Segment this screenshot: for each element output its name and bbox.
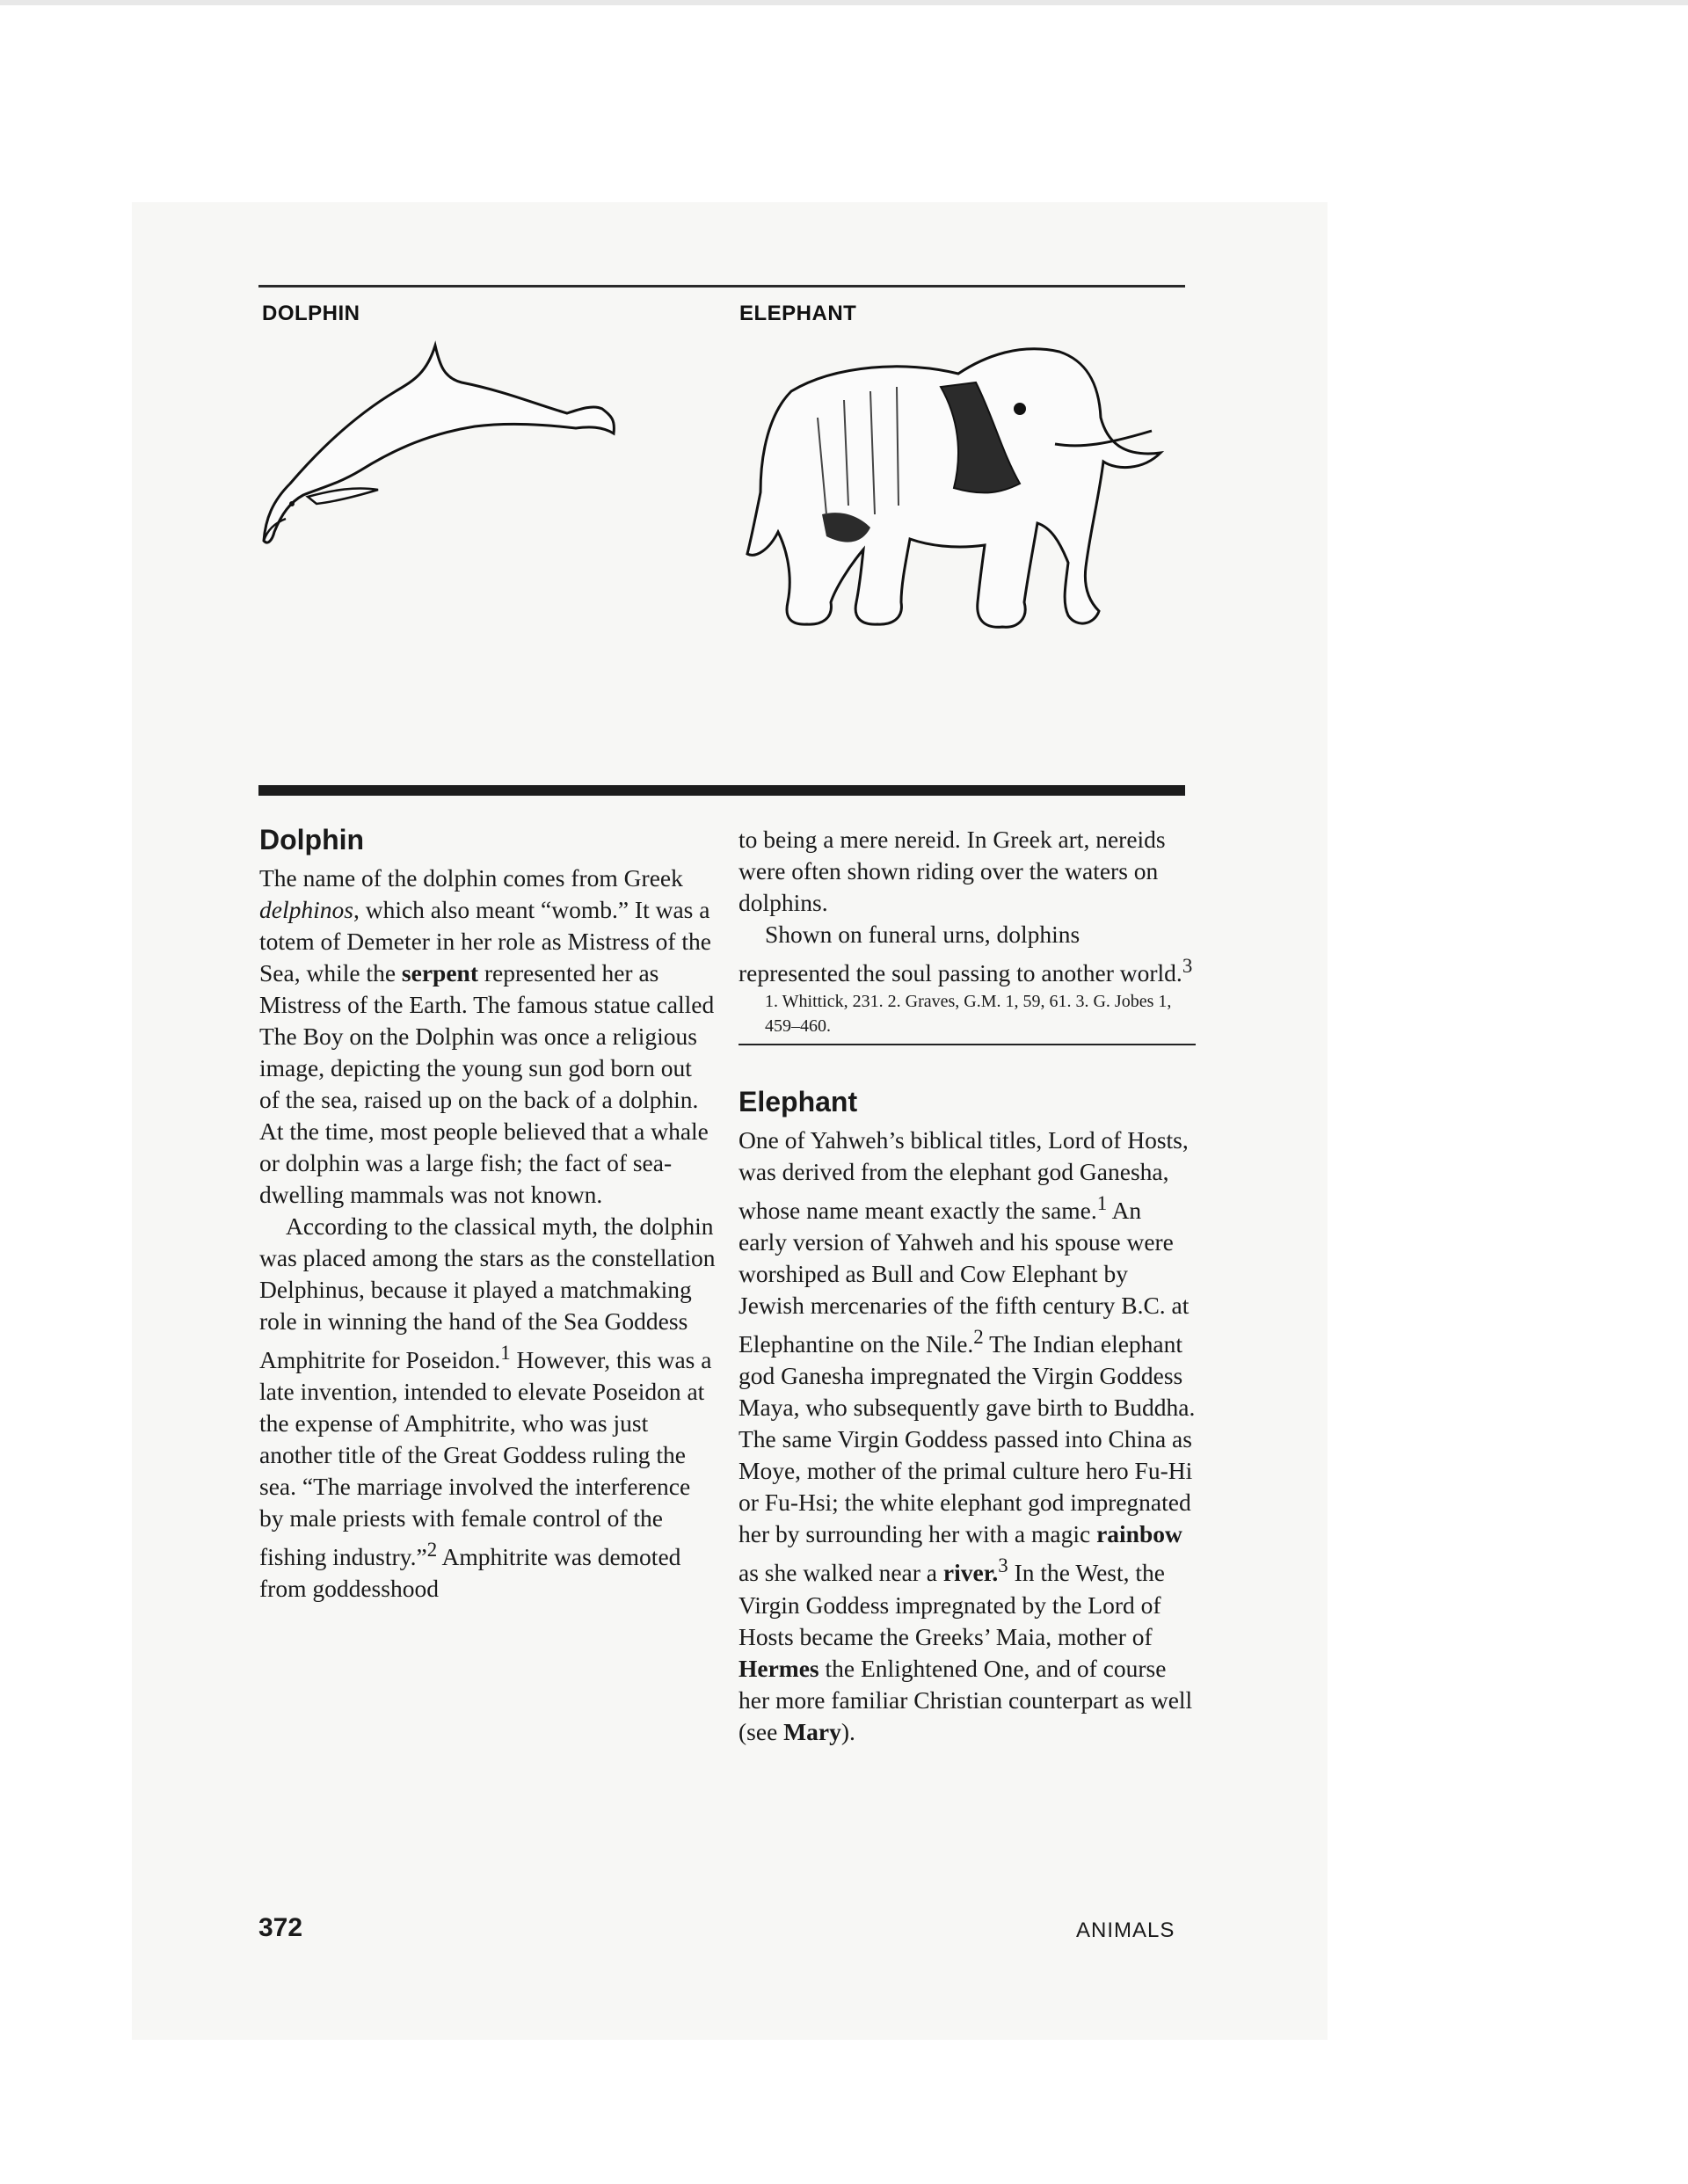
elephant-heading: Elephant [738, 1086, 858, 1118]
dolphin-caption: DOLPHIN [262, 302, 360, 325]
serpent-link[interactable]: serpent [401, 959, 478, 986]
scan-edge [0, 0, 1688, 5]
hermes-link[interactable]: Hermes [738, 1654, 819, 1682]
river-link[interactable]: river. [942, 1559, 999, 1587]
page-number: 372 [258, 1913, 303, 1942]
dolphin-paragraph-3: to being a mere nereid. In Greek art, nereids were often shown riding over the waters on dolphins. [738, 826, 1166, 916]
dolphin-entry [259, 822, 717, 1605]
elephant-caption: ELEPHANT [739, 302, 857, 325]
dolphin-paragraph-4: Shown on funeral urns, dolphins represented the soul passing to another world.$^3$ [738, 921, 1193, 987]
dolphin-paragraph-2: According to the classical myth, the dolphin was placed among the stars as the constellation Delphinus, because it played a matchmaking role in winning the hand of the Sea Goddess Amphitrite for Poseidon.$^1$ However, this was a late invention, intended to elevate Poseidon at the expense of Amphitrite, who was just another title of the Great Goddess ruling the sea. “The marriage involved the interference by male priests with female control of the fishing industry.”$^2$ Amphitrite was demoted from goddesshood [259, 1212, 716, 1603]
elephant-paragraph-1: One of Yahweh’s biblical titles, Lord of Hosts, was derived from the elephant god Ganesha, whose name meant exactly the same.$^1$ An early version of Yahweh and his spouse were worshiped as Bull and Cow Elephant by Jewish mercenaries of the fifth century B.C. at Elephantine on the Nile.$^2$ The Indian elephant god Ganesha impregnated the Virgin Goddess Maya, who subsequently gave birth to Buddha. The same Virgin Goddess passed into China as Moye, mother of the primal culture hero Fu-Hi or Fu-Hsi; the white elephant god impregnated her by surrounding her with a magic rainbow as she walked near a river.$^3$ In the West, the Virgin Goddess impregnated by the Lord of Hosts became the Greeks’ Maia, mother of Hermes the Enlightened One, and of course her more familiar Christian counterpart as well (see Mary). [738, 1126, 1196, 1745]
rainbow-link[interactable]: rainbow [1096, 1520, 1182, 1548]
right-column [738, 824, 1196, 1748]
dolphin-notes: 1. Whittick, 231. 2. Graves, G.M. 1, 59, 61. 3. G. Jobes 1, 459–460. [738, 989, 1196, 1045]
section-rule [258, 785, 1185, 796]
dolphin-heading: Dolphin [259, 824, 365, 855]
elephant-illustration [738, 339, 1178, 655]
mary-link[interactable]: Mary [783, 1717, 841, 1745]
dolphin-illustration [255, 339, 624, 550]
top-rule [258, 285, 1185, 288]
dolphin-paragraph-1: The name of the dolphin comes from Greek delphinos, which also meant “womb.” It was a totem of Demeter in her role as Mistress of the Sea, while the serpent represented her as Mistress of the Earth. The famous statue called The Boy on the Dolphin was once a religious image, depicting the young sun god born out of the sea, raised up on the back of a dolphin. At the time, most people believed that a whale or dolphin was a large fish; the fact of sea-dwelling mammals was not known. [259, 864, 715, 1208]
running-footer: ANIMALS [1076, 1918, 1175, 1942]
